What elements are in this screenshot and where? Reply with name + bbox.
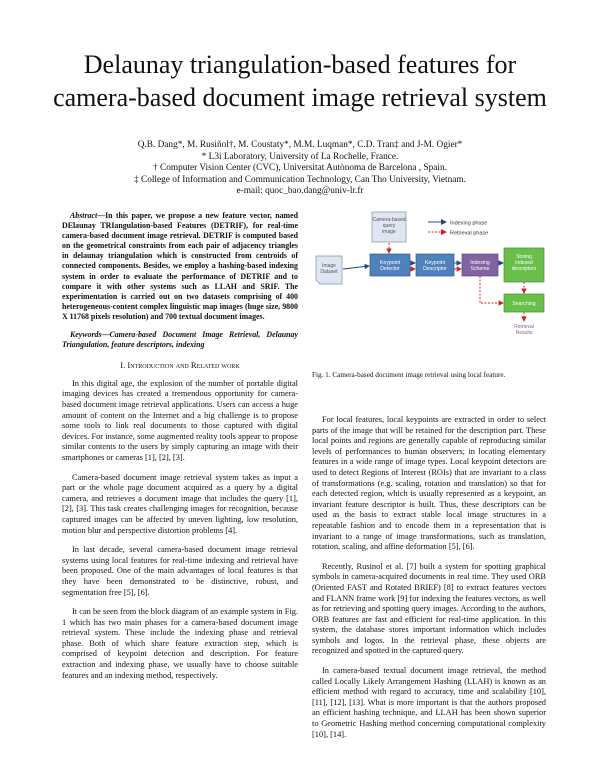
left-column (62, 211, 298, 690)
keypoint-detector-label: Keypoint Detector (379, 260, 401, 272)
keywords-label: Keywords (70, 330, 102, 340)
body-paragraph: Camera-based document image retrieval system takes as input a part or the whole page document acquired as a query by a digital camera, and retrieves a document image that includes the query [1], [2], [3]. This task creates challenging images for recognition, because captured images can be affected by uneven lighting, low resolution, motion blur and perspective distortion problems [4]. (62, 472, 298, 535)
arrow-indexing-searching (480, 276, 503, 303)
abstract-text: —In this paper, we propose a new feature vector, named DElaunay TRIangulation-based Features (DETRIF), for real-time camera-based document image retrieval. DETRIF is computed based on the geometrical constraints from each pair of adjacency triangles in delaunay triangulation which is constructed from centroids of connected components. Besides, we employ a hashing-based indexing system in order to evaluate the performance of DETRIF and to compare it with other systems such as LLAH and SRIF. The experimentation is carried out on two datasets comprising of 400 heterogeneous-content complex linguistic map images (huge size, 9800 X 11768 pixels resolution) and 700 textual document images. (62, 211, 298, 321)
query-image-label: Camera-based query image (372, 217, 406, 235)
body-paragraph: In camera-based textual document image retrieval, the method called Locally Likely Arrangement Hashing (LLAH) is known as an efficient method with regard to accuracy, time and scalability [10], [11], [12], [13]. What is more important is that the authors proposed an efficient hashing technique, and LLAH has been shown superior to Geometric Hashing method concerning computational complexity [10], [14]. (312, 666, 546, 739)
legend-indexing-label: Indexing phase (450, 220, 488, 227)
affiliation-1: * L3i Laboratory, University of La Rochelle, France. (201, 151, 399, 162)
storing-label: Storing indexed descriptors (511, 254, 537, 272)
affiliation-3: ‡ College of Information and Communication Technology, Can Tho University, Vietnam. (134, 174, 466, 185)
body-paragraph: Recently, Rusinol et al. [7] built a system for spotting graphical symbols in camera-acquired documents in real time. They used ORB (Oriented FAST and Rotated BRIEF) [8] to extract features vectors and FLANN frame work [9] for indexing the features vectors, as well as for retrieving and spotting query images. According to the authors, ORB features are fast and efficient for real-time application. In this system, the database stores important information which includes symbols and logos. In the retrieval phase, these objects are recognized and spotted in the captured query. (312, 561, 546, 656)
body-paragraph: In this digital age, the explosion of the number of portable digital imaging devices has created a tremendous opportunity for camera-based document image retrieval applications. Users can access a huge amount of content on the Internet and a big challenge is to propose some tools to link real documents to those captured with digital devices. For instance, some augmented reality tools appear to propose similar contents to the users by simply capturing an image with their smartphones or cameras [1], [2], [3]. (62, 378, 298, 462)
keypoint-descriptor-label: Keypoint Descriptor (423, 260, 447, 272)
retrieval-results-label: Retrieval Results (514, 324, 534, 336)
arrow-dataset-detector (343, 266, 369, 269)
abstract-label: Abstract (70, 211, 98, 220)
block-diagram (312, 208, 546, 368)
figure-caption: Fig. 1. Camera-based document image retrieval using local feature. (312, 371, 506, 379)
title-line-1: Delaunay triangulation-based features for (83, 50, 517, 79)
figure-1-diagram (312, 208, 546, 368)
right-column (312, 415, 546, 749)
author-list: Q.B. Dang*, M. Rusiñol†, M. Coustaty*, M.M. Luqman*, C.D. Tran‡ and J-M. Ogier* (137, 140, 463, 150)
indexing-scheme-label: Indexing Scheme (470, 260, 490, 272)
keywords-text: —Camera-based Document Image Retrieval, Delaunay Triangulation, feature descriptors, indexing (62, 330, 298, 350)
section-heading: I. Introduction and Related work (120, 360, 240, 371)
body-paragraph: For local features, local keypoints are extracted in order to select parts of the image that will be retained for the description part. These local points and regions are generally capable of reproducing similar levels of performances to human observers; in locating elementary features in a wide range of image types. Local keypoint detectors are used to detect Regions of Interest (ROIs) that are invariant to a class of transformations (e.g. scaling, rotation and translation) so that for each detected region, which is usually represented as a keypoint, an invariant feature descriptor is built. Thus, these descriptors can be used as the basis to extract stable local image structures in a repeatable fashion and to encode them in a representation that is invariant to a range of image transformations, such as translation, rotation, scaling, and affine deformation [5], [6]. (312, 415, 546, 552)
affiliation-2: † Computer Vision Center (CVC), Universitat Autònoma de Barcelona , Spain. (153, 163, 447, 174)
author-email: e-mail: quoc_bao.dang@univ-lr.fr (236, 186, 364, 197)
keywords (62, 330, 298, 350)
body-paragraph: It can be seen from the block diagram of an example system in Fig. 1 which has two main phases for a camera-based document image retrieval system. These include the indexing phase and retrieval phase. Both of which share feature extraction step, which is comprised of keypoint detection and description. For feature extraction and indexing phase, we usually have to choose suitable features and an indexing method, respectively. (62, 607, 298, 680)
image-dataset-label: Image Dataset (320, 263, 338, 275)
legend-retrieval-label: Retrieval phase (450, 230, 489, 237)
body-paragraph: In last decade, several camera-based document image retrieval systems using local features for real-time indexing and retrieval have been proposed. One of the main advantages of local features is that they have been demonstrated to be distinctive, robust, and segmentation free [5], [6]. (62, 545, 298, 597)
title-line-2: camera-based document image retrieval system (53, 83, 547, 112)
abstract (62, 211, 298, 322)
paper-title (0, 48, 600, 114)
searching-label: Searching (512, 301, 536, 307)
author-block (0, 140, 600, 198)
